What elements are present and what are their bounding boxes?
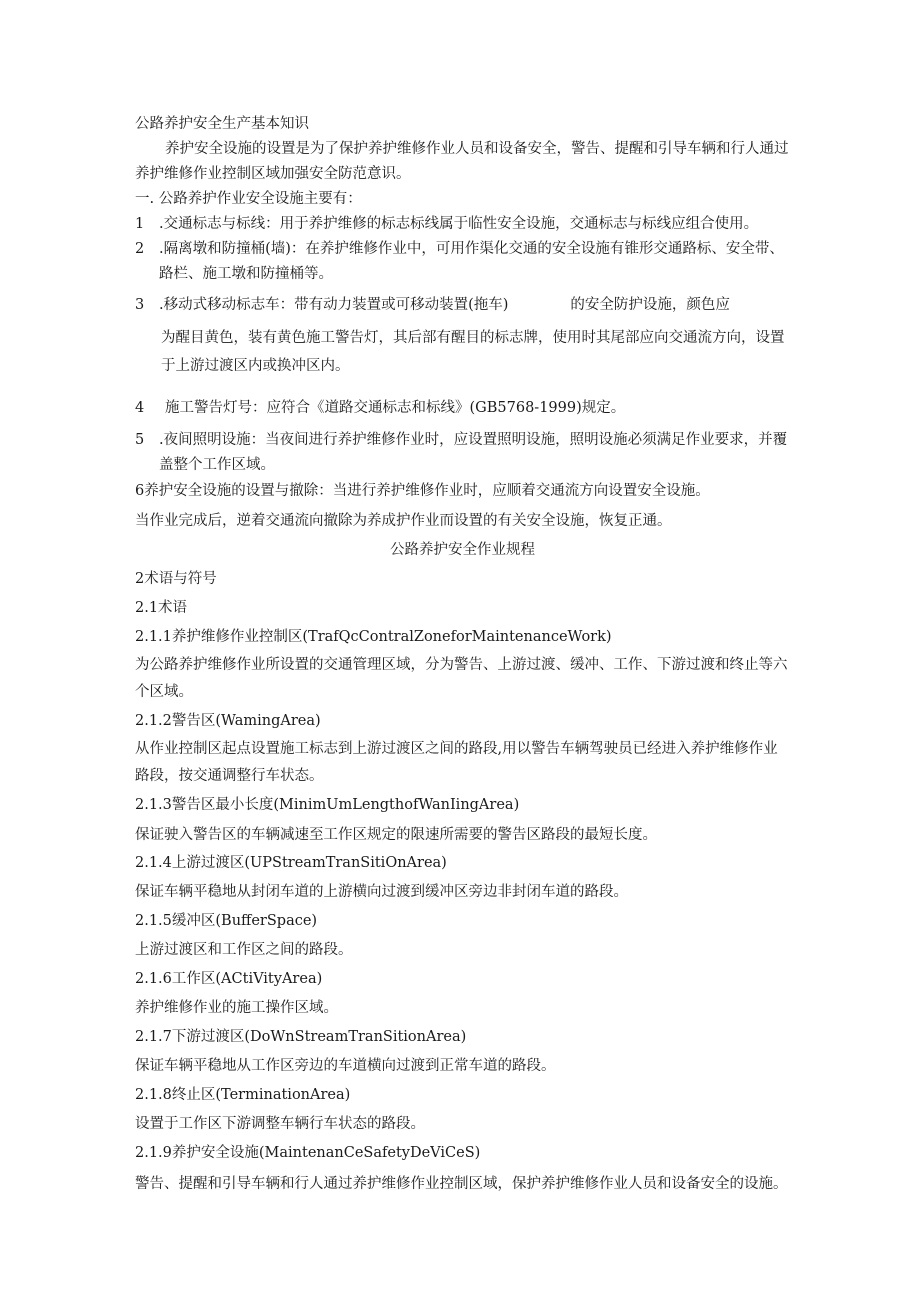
item-number: 1 — [135, 216, 145, 232]
section1-heading: 一. 公路养护作业安全设施主要有： — [135, 191, 362, 207]
doc-title: 公路养护安全生产基本知识 — [135, 116, 309, 132]
term-heading: 2.1.4上游过渡区(UPStreamTranSitiOnArea) — [135, 855, 447, 871]
item-text: .夜间照明设施：当夜间进行养护维修作业时，应设置照明设施，照明设施必须满足作业要求，并覆盖整个工作区域。 — [159, 432, 788, 473]
term-heading: 2.1.8终止区(TerminationArea) — [135, 1087, 351, 1103]
term-heading: 2.1.2警告区(WamingArea) — [135, 713, 321, 729]
term-body: 从作业控制区起点设置施工标志到上游过渡区之间的路段,用以警告车辆驾驶员已经进入养护维修作业路段，按交通调整行车状态。 — [135, 741, 778, 784]
term-list — [135, 622, 790, 1198]
item-number: 2 — [135, 241, 145, 257]
term-heading: 2.1.3警告区最小长度(MinimUmLengthofWanIingArea) — [135, 797, 520, 813]
term-heading: 2.1.5缓冲区(BufferSpace) — [135, 913, 318, 929]
term-body: 保证驶入警告区的车辆减速至工作区规定的限速所需要的警告区路段的最短长度。 — [135, 827, 657, 843]
item-text: .隔离墩和防撞桶(墙)：在养护维修作业中，可用作渠化交通的安全设施有锥形交通路标、安全带、路栏、施工墩和防撞桶等。 — [159, 241, 784, 282]
s2-heading: 2术语与符号 — [135, 571, 217, 587]
term-body: 保证车辆平稳地从封闭车道的上游横向过渡到缓冲区旁边非封闭车道的路段。 — [135, 884, 628, 900]
term-heading: 2.1.6工作区(ACtiVityArea) — [135, 971, 323, 987]
section2-title: 公路养护安全作业规程 — [390, 542, 535, 558]
item-text-a: .移动式移动标志车：带有动力装置或可移动装置(拖车) — [159, 297, 509, 313]
list-item-2 — [135, 237, 790, 287]
term-heading: 2.1.9养护安全设施(MaintenanCeSafetyDeViCeS) — [135, 1145, 481, 1161]
list-item-3 — [135, 293, 790, 318]
item-6-continuation: 当作业完成后，逆着交通流向撤除为养成护作业而设置的有关安全设施，恢复正通。 — [135, 513, 672, 529]
s21-heading: 2.1术语 — [135, 600, 188, 616]
term-body: 为公路养护维修作业所设置的交通管理区域，分为警告、上游过渡、缓冲、工作、下游过渡和终止等六个区域。 — [135, 657, 788, 700]
item-number: 5 — [135, 432, 145, 448]
intro-paragraph: 养护安全设施的设置是为了保护养护维修作业人员和设备安全，警告、提醒和引导车辆和行人通过养护维修作业控制区域加强安全防范意识。 — [135, 141, 789, 182]
item-text: .交通标志与标线：用于养护维修的标志标线属于临性安全设施，交通标志与标线应组合使用。 — [159, 216, 759, 232]
list-item-1 — [135, 212, 790, 237]
term-body: 上游过渡区和工作区之间的路段。 — [135, 942, 353, 958]
item-3-continuation: 为醒目黄色，装有黄色施工警告灯，其后部有醒目的标志牌，使用时其尾部应向交通流方向，设置于上游过渡区内或换冲区内。 — [161, 330, 785, 374]
item-number: 4 — [135, 400, 145, 416]
document-page — [135, 112, 790, 1198]
term-body: 设置于工作区下游调整车辆行车状态的路段。 — [135, 1116, 425, 1132]
term-heading: 2.1.1养护维修作业控制区(TrafQcContralZoneforMaintenanceWork) — [135, 629, 612, 645]
item-text-b: 的安全防护设施，颜色应 — [570, 297, 730, 313]
item-text: 施工警告灯号：应符合《道路交通标志和标线》(GB5768-1999)规定。 — [165, 400, 626, 416]
list-item-5 — [135, 428, 790, 478]
item-6: 6养护安全设施的设置与撤除：当进行养护维修作业时，应顺着交通流方向设置安全设施。 — [135, 483, 710, 499]
term-heading: 2.1.7下游过渡区(DoWnStreamTranSitionArea) — [135, 1029, 467, 1045]
term-body: 保证车辆平稳地从工作区旁边的车道横向过渡到正常车道的路段。 — [135, 1058, 556, 1074]
term-body: 养护维修作业的施工操作区域。 — [135, 1000, 338, 1016]
list-item-4 — [135, 394, 790, 422]
term-body: 警告、提醒和引导车辆和行人通过养护维修作业控制区域，保护养护维修作业人员和设备安全的设施。 — [135, 1176, 788, 1192]
item-number: 3 — [135, 297, 145, 313]
